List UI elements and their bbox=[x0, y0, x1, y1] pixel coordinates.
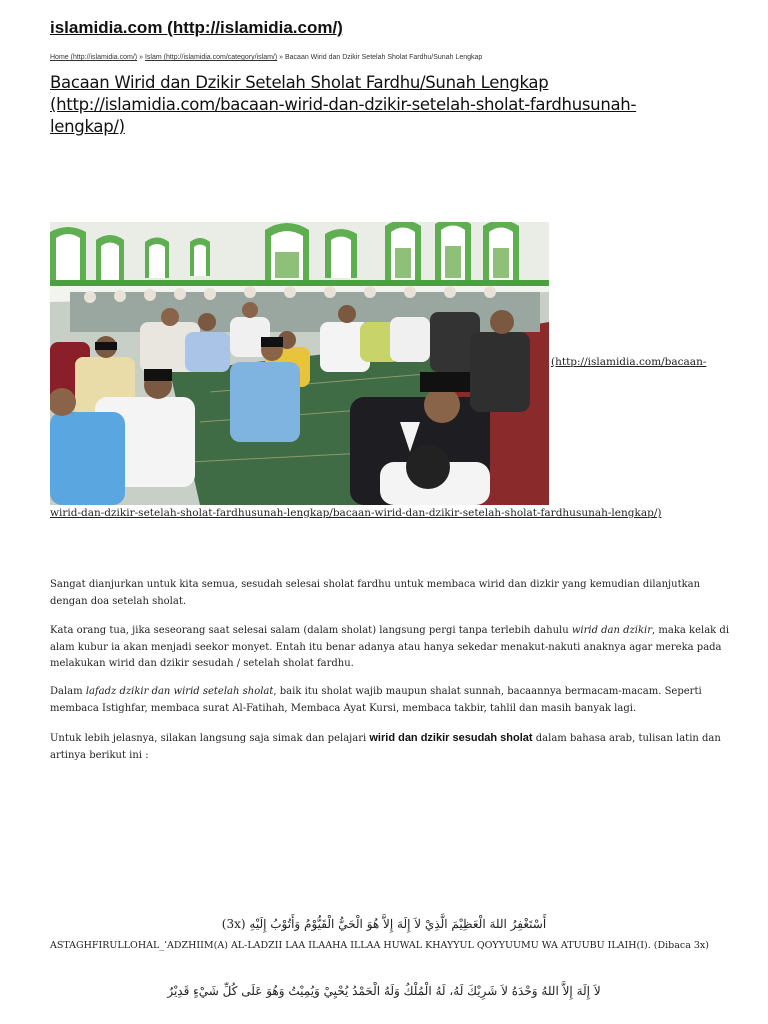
paragraph-intro: Sangat dianjurkan untuk kita semua, sesudah selesai sholat fardhu untuk membaca wirid dan dizkir yang kemudian dilanjutkan dengan doa setelah sholat. bbox=[50, 579, 701, 607]
text-segment: , maka kelak di alam kubur ia akan menjadi seekor monyet. Entah itu benar adanya atau hanya sekedar menakut-nakuti anaknya agar mereka pada melakukan wirid dan dzikir sesudah / setelah sholat fardhu. bbox=[50, 625, 730, 669]
breadcrumb-current: Bacaan Wirid dan Dzikir Setelah Sholat Fardhu/Sunah Lengkap bbox=[285, 54, 483, 61]
latin-istighfar: ASTAGHFIRULLOHAL_’ADZHIIM(A) AL-LADZII LAA ILAAHA ILLAA HUWAL KHAYYUL QOYYUUMU WA ATUUBU ILAIH(I). (Dibaca 3x) bbox=[50, 940, 709, 951]
mosque-prayer-illustration bbox=[50, 222, 549, 505]
paragraph-elders-saying bbox=[50, 623, 740, 673]
emphasis-text: wirid dan dzikir bbox=[571, 625, 653, 636]
text-segment: Untuk lebih jelasnya, silakan langsung saja simak dan pelajari bbox=[50, 733, 370, 744]
post-title-line: (http://islamidia.com/bacaan-wirid-dan-dzikir-setelah-sholat-fardhusunah- bbox=[50, 95, 637, 114]
post-title-line: Bacaan Wirid dan Dzikir Setelah Sholat Fardhu/Sunah Lengkap bbox=[50, 73, 549, 92]
image-link-part2[interactable]: wirid-dan-dzikir-setelah-sholat-fardhusunah-lengkap/bacaan-wirid-dan-dzikir-setelah-sholat-fardhusunah-lengkap/) bbox=[50, 507, 662, 519]
article-photo[interactable] bbox=[50, 222, 549, 505]
breadcrumb-separator: » bbox=[137, 54, 145, 61]
text-segment: , baik itu sholat wajib maupun shalat sunnah, bacaannya bermacam-macam. Seperti membaca Istighfar, membaca surat Al-Fatihah, Membaca Ayat Kursi, membaca takbir, tahlil dan masih banyak lagi. bbox=[50, 686, 702, 714]
post-title-line: lengkap/) bbox=[50, 117, 125, 136]
emphasis-text: lafadz dzikir dan wirid setelah sholat bbox=[85, 686, 274, 697]
image-link-part1[interactable]: (http://islamidia.com/bacaan- bbox=[551, 356, 707, 368]
arabic-tahlil: لاَ إِلَهَ إِلاَّ اللهُ وَحْدَهُ لاَ شَرِيْكَ لَهُ، لَهُ الْمُلْكُ وَلَهُ الْحَمْدُ يُحْيِيْ وَيُمِيْتُ وَهُوَ عَلَى كُلِّ شَيْءٍ قَدِيْرٌ bbox=[167, 984, 601, 998]
breadcrumb-separator: » bbox=[277, 54, 285, 61]
strong-text: wirid dan dzikir sesudah sholat bbox=[369, 732, 533, 744]
arabic-istighfar: أَسْتَغْفِرُ اللهَ الْعَظِيْمَ الَّذِيْ لاَ إِلَهَ إِلاَّ هُوَ الْحَيُّ الْقَيُّوْمُ وَأَتُوْبُ إِلَيْهِ (3x) bbox=[221, 917, 547, 931]
text-segment: dalam bahasa arab, tulisan latin dan artinya berikut ini : bbox=[50, 733, 721, 761]
text-segment: Kata orang tua, jika seseorang saat selesai salam (dalam sholat) langsung pergi tanpa terlebih dahulu bbox=[50, 625, 572, 636]
paragraph-lafadz bbox=[50, 684, 740, 717]
site-title-link[interactable]: islamidia.com (http://islamidia.com/) bbox=[50, 18, 343, 37]
post-title-link[interactable] bbox=[50, 72, 730, 138]
paragraph-instructions bbox=[50, 730, 740, 764]
text-segment: Dalam bbox=[50, 686, 86, 697]
breadcrumb bbox=[50, 54, 482, 61]
breadcrumb-home-link[interactable]: Home (http://islamidia.com/) bbox=[50, 54, 138, 61]
breadcrumb-category-link[interactable]: Islam (http://islamidia.com/category/islam/) bbox=[144, 54, 278, 61]
